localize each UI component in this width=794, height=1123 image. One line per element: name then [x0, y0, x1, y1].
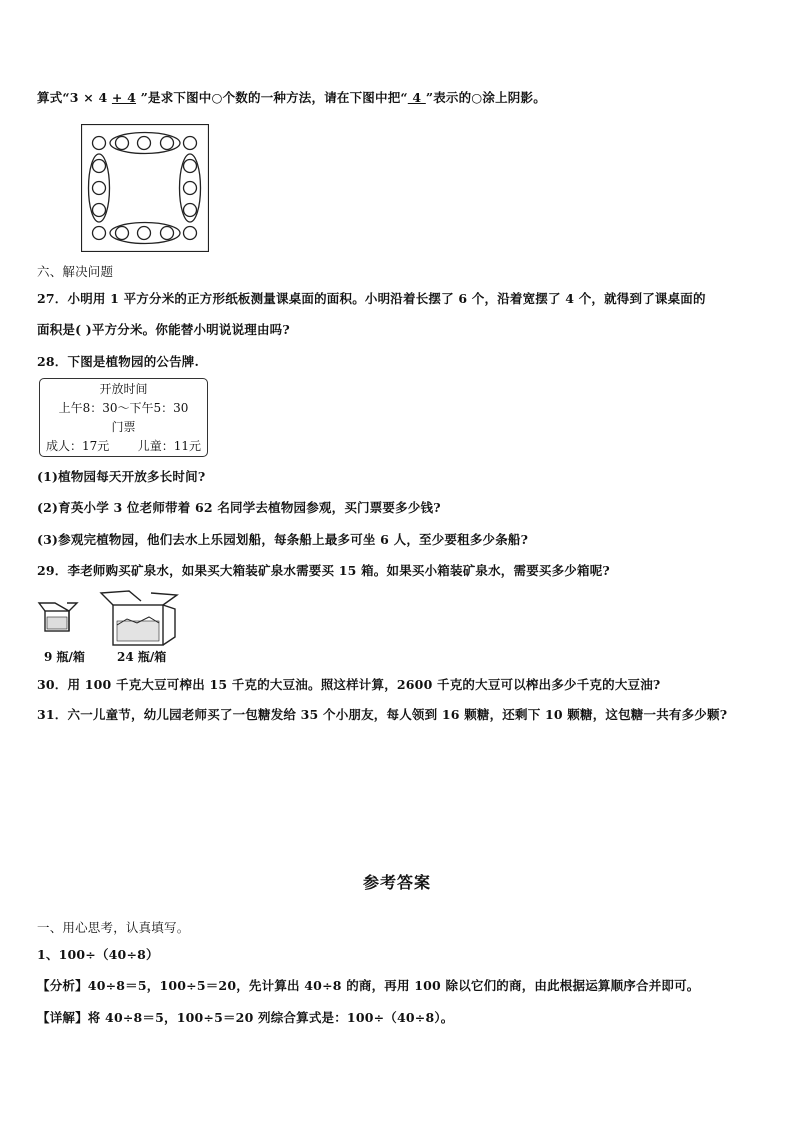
- big-box-icon: [101, 591, 177, 645]
- circle-figure: [81, 124, 209, 252]
- q30-text: 30．用 100 千克大豆可榨出 15 千克的大豆油。照这样计算，2600 千克的大豆可以榨出多少千克的大豆油?: [37, 677, 661, 692]
- circle: [116, 137, 129, 150]
- answer-detail: 【详解】将 40÷8＝5，100÷5＝20 列综合算式是：100÷（40÷8）。: [37, 1010, 454, 1025]
- board-child-price: 儿童：11元: [137, 439, 201, 453]
- circle: [184, 204, 197, 217]
- circle: [93, 227, 106, 240]
- small-box-label: 9 瓶/箱: [44, 650, 85, 664]
- answer-analysis: 【分析】40÷8＝5，100÷5＝20，先计算出 40÷8 的商，再用 100 除以它们的商，由此根据运算顺序合并即可。: [37, 978, 700, 993]
- circle: [138, 227, 151, 240]
- figure-frame: [82, 125, 209, 252]
- intro-underlined1: + 4: [111, 90, 137, 105]
- q27-line2: 面积是( )平方分米。你能替小明说说理由吗?: [37, 322, 290, 337]
- circle: [93, 204, 106, 217]
- answers-section1: 一、用心思考，认真填写。: [37, 920, 190, 935]
- board-ticket-title: 门票: [111, 420, 136, 434]
- q27-line1: 27．小明用 1 平方分米的正方形纸板测量课桌面的面积。小明沿着长摆了 6 个，沿着宽摆了 4 个，就得到了课桌面的: [37, 291, 706, 306]
- intro-underlined2: 4: [407, 90, 426, 105]
- board-adult-price: 成人：17元: [46, 439, 110, 453]
- q29-text: 29．李老师购买矿泉水，如果买大箱装矿泉水需要买 15 箱。如果买小箱装矿泉水，需要买多少箱呢?: [37, 563, 610, 578]
- q31-text: 31．六一儿童节，幼儿园老师买了一包糖发给 35 个小朋友，每人领到 16 颗糖，还剩下 10 颗糖，这包糖一共有多少颗?: [37, 707, 728, 722]
- group-oval-left: [89, 154, 110, 222]
- q28-intro: 28．下图是植物园的公告牌.: [37, 354, 200, 369]
- circle: [93, 182, 106, 195]
- q28-sub1: (1)植物园每天开放多长时间?: [37, 469, 206, 484]
- circle: [184, 227, 197, 240]
- intro-part3: ”表示的○涂上阴影。: [425, 90, 546, 105]
- circle: [184, 160, 197, 173]
- answer-1: 1、100÷（40÷8）: [37, 947, 159, 962]
- answers-title: 参考答案: [362, 873, 431, 892]
- notice-board: [39, 378, 208, 457]
- board-prices: [40, 437, 207, 456]
- circle: [184, 182, 197, 195]
- section6-heading: 六、解决问题: [37, 264, 114, 279]
- board-open-title: 开放时间: [99, 382, 148, 396]
- circle: [116, 227, 129, 240]
- intro-part1: 算式“3 × 4: [37, 90, 112, 105]
- circle: [161, 137, 174, 150]
- group-oval-right: [180, 154, 201, 222]
- small-box-icon: [39, 603, 77, 631]
- circle: [93, 137, 106, 150]
- intro-text: [37, 90, 546, 106]
- circle: [138, 137, 151, 150]
- circle: [93, 160, 106, 173]
- big-box-label: 24 瓶/箱: [117, 650, 167, 664]
- circle: [184, 137, 197, 150]
- q28-sub2: (2)育英小学 3 位老师带着 62 名同学去植物园参观，买门票要多少钱?: [37, 500, 441, 515]
- circle: [161, 227, 174, 240]
- q28-sub3: (3)参观完植物园，他们去水上乐园划船，每条船上最多可坐 6 人，至少要租多少条船?: [37, 532, 529, 547]
- intro-part2: ”是求下图中○个数的一种方法，请在下图中把“: [136, 90, 408, 105]
- group-oval-bottom: [110, 223, 180, 244]
- board-open-hours: 上午8：30～下午5：30: [58, 401, 189, 415]
- group-oval-top: [110, 133, 180, 154]
